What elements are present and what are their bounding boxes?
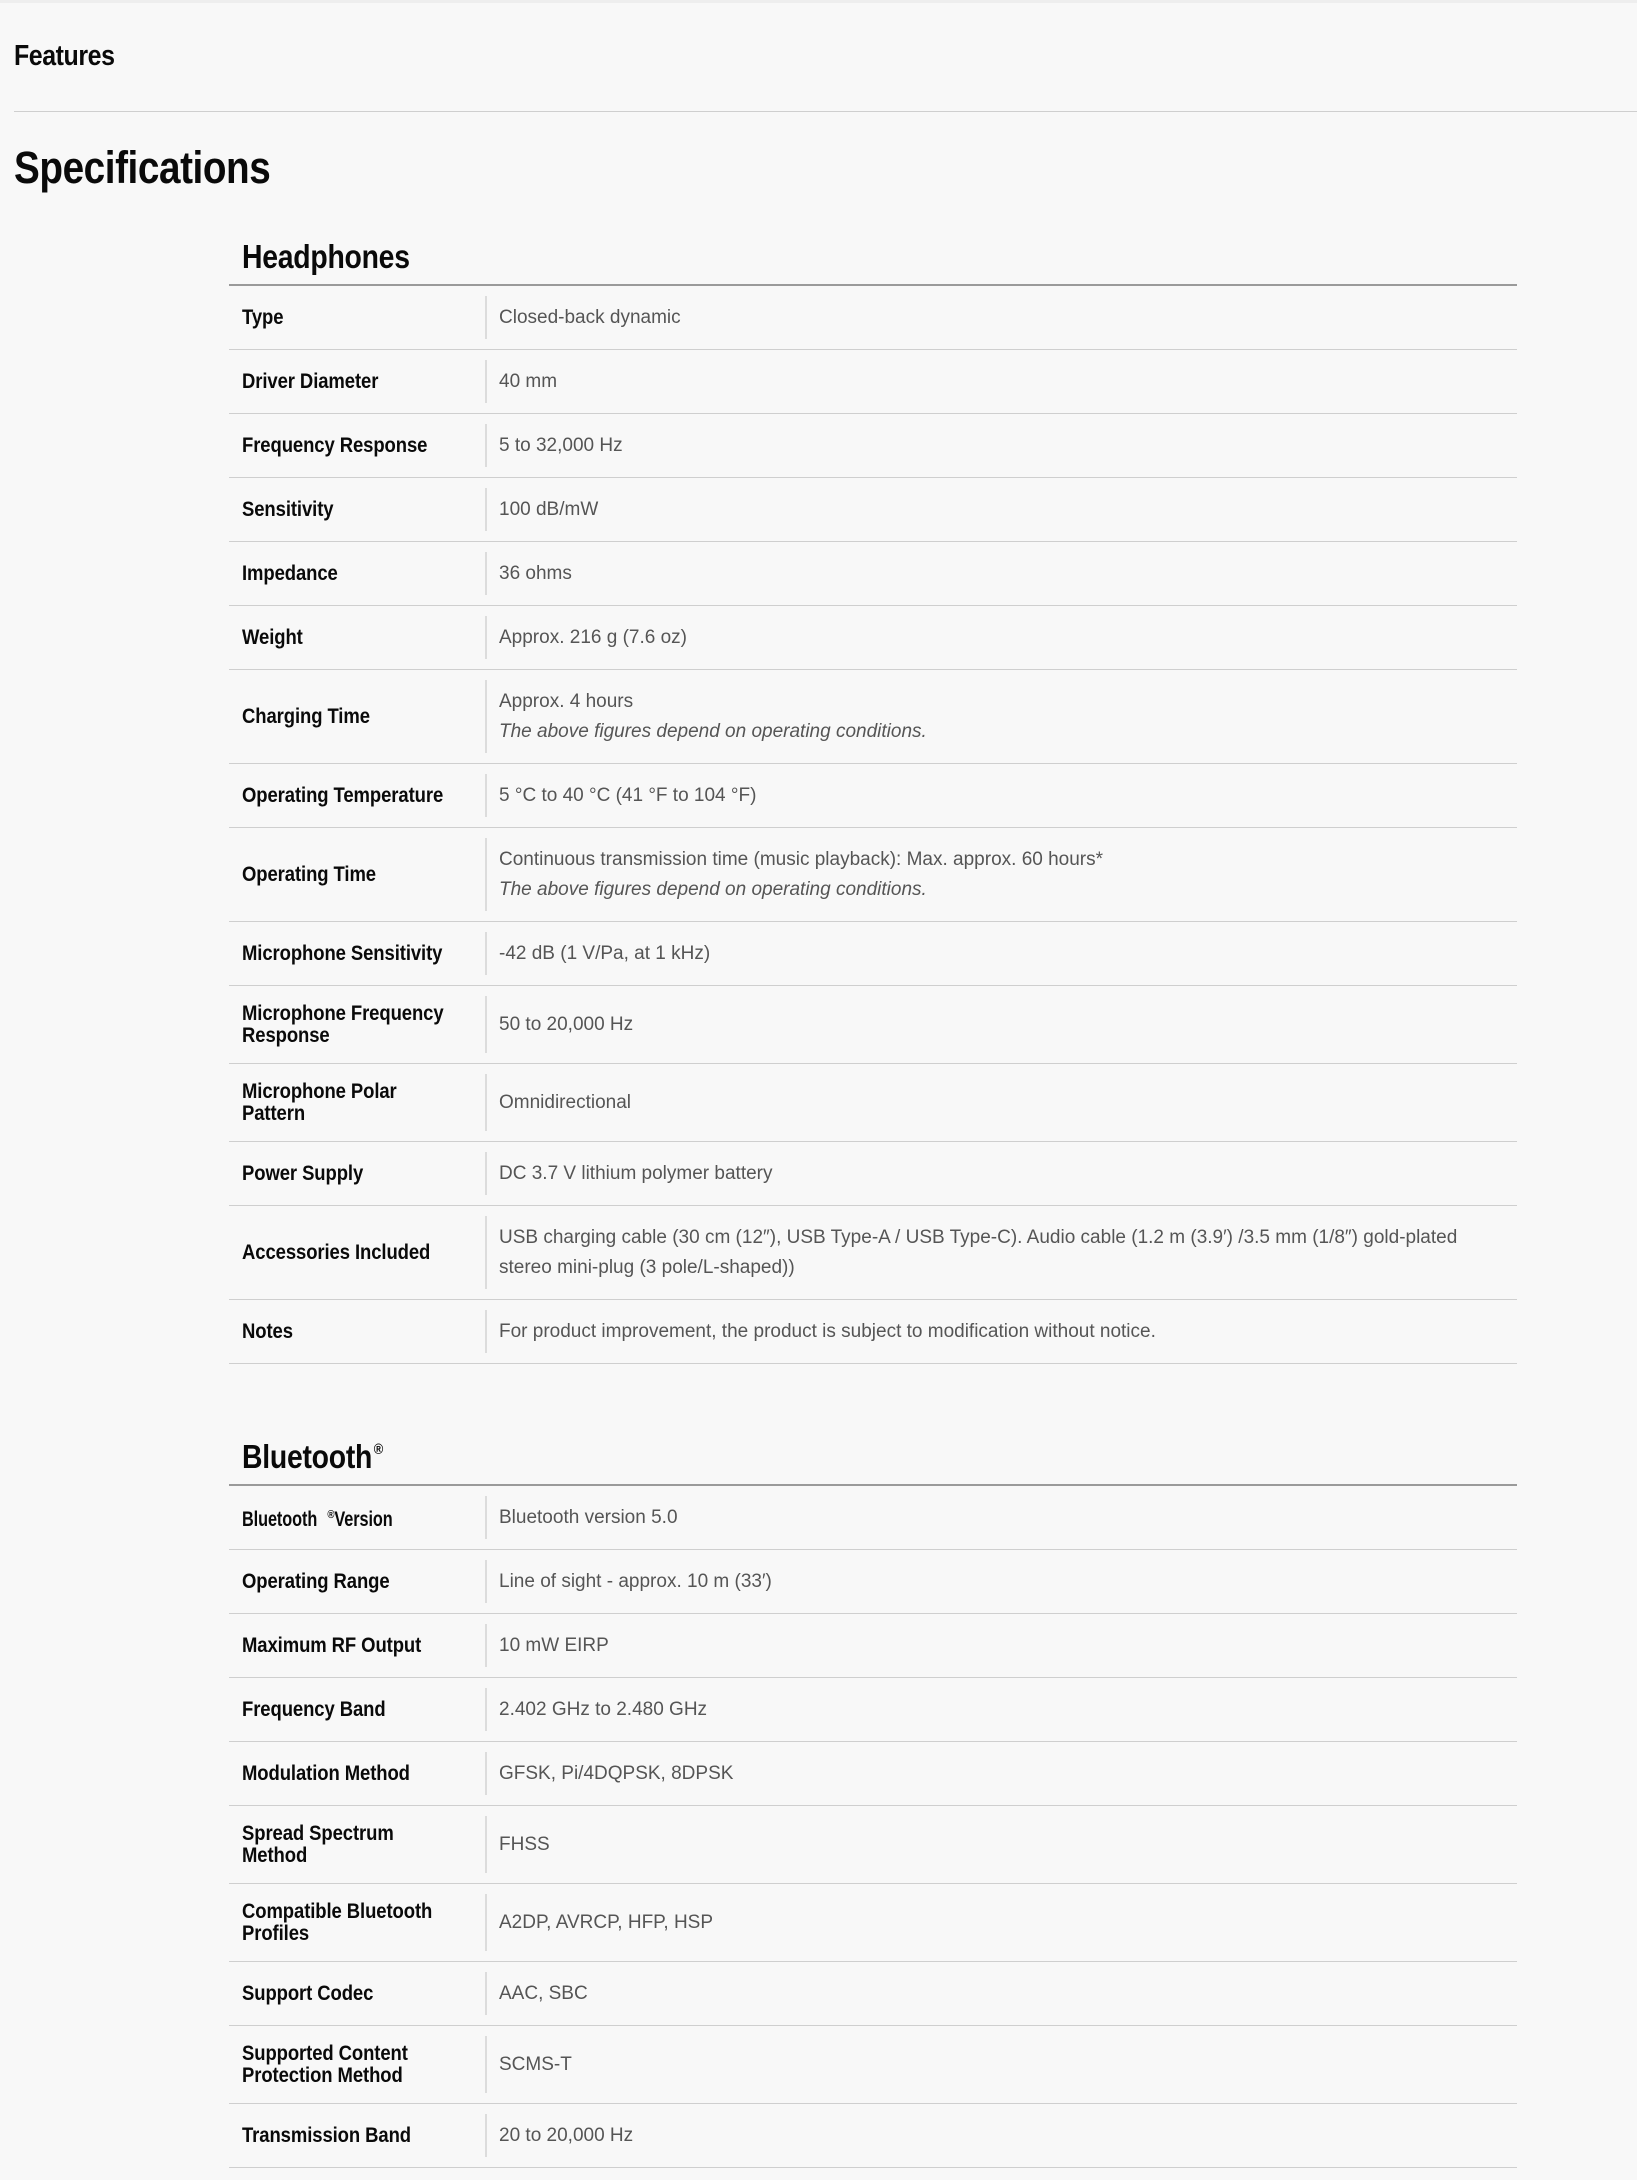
spec-value: 2.402 GHz to 2.480 GHz — [499, 1698, 708, 1720]
spec-value: A2DP, AVRCP, HFP, HSP — [499, 1911, 714, 1933]
column-divider — [485, 616, 487, 659]
headphones-header — [229, 232, 1517, 286]
registered-mark: ® — [327, 1509, 335, 1521]
spec-row-driver-diameter — [229, 350, 1517, 414]
column-divider — [485, 838, 487, 911]
spec-label: Weight — [242, 625, 303, 649]
spec-value: DC 3.7 V lithium polymer battery — [499, 1162, 773, 1184]
spec-value-note: The above figures depend on operating conditions. — [499, 878, 927, 900]
spec-value-note: The above figures depend on operating conditions. — [499, 720, 927, 742]
spec-row-operating-range — [229, 1550, 1517, 1614]
spec-row-weight — [229, 606, 1517, 670]
spec-label-line2: Method — [242, 1843, 308, 1867]
spec-value: 5 °C to 40 °C (41 °F to 104 °F) — [499, 784, 757, 806]
spec-row-support-codec — [229, 1962, 1517, 2026]
column-divider — [485, 1972, 487, 2015]
spec-row-maximum-rf-output — [229, 1614, 1517, 1678]
column-divider — [485, 1624, 487, 1667]
spec-value — [485, 845, 1517, 905]
spec-row-bluetooth-version — [229, 1486, 1517, 1550]
spec-value: FHSS — [499, 1833, 550, 1855]
spec-row-frequency-response — [229, 414, 1517, 478]
registered-mark: ® — [373, 1441, 384, 1458]
spec-value: 100 dB/mW — [499, 498, 599, 520]
spec-label: Operating Temperature — [242, 783, 444, 807]
spec-row-microphone-sensitivity — [229, 922, 1517, 986]
spec-value: GFSK, Pi/4DQPSK, 8DPSK — [499, 1762, 734, 1784]
bluetooth-header — [229, 1432, 1517, 1486]
spec-value: -42 dB (1 V/Pa, at 1 kHz) — [499, 942, 711, 964]
spec-value: Bluetooth version 5.0 — [499, 1506, 678, 1528]
bluetooth-title — [242, 1438, 383, 1476]
column-divider — [485, 1688, 487, 1731]
column-divider — [485, 680, 487, 753]
spec-row-frequency-band — [229, 1678, 1517, 1742]
spec-label: Maximum RF Output — [242, 1633, 422, 1657]
features-divider — [14, 111, 1637, 112]
spec-row-notes — [229, 1300, 1517, 1364]
spec-label: Charging Time — [242, 704, 370, 728]
spec-value-main: Approx. 4 hours — [499, 690, 634, 712]
spec-label: Support Codec — [242, 1981, 374, 2005]
spec-label-line1: Microphone Frequency — [242, 1001, 444, 1025]
spec-value: Omnidirectional — [499, 1091, 631, 1113]
spec-label-suffix: Version — [334, 1508, 393, 1531]
column-divider — [485, 2036, 487, 2093]
bluetooth-title-text: Bluetooth — [242, 1438, 373, 1475]
spec-value: 10 mW EIRP — [499, 1634, 609, 1656]
spec-row-operating-temperature — [229, 764, 1517, 828]
column-divider — [485, 774, 487, 817]
column-divider — [485, 1496, 487, 1539]
spec-value: USB charging cable (30 cm (12″), USB Type-A / USB Type-C). Audio cable (1.2 m (3.9′) /3.5 mm (1/8″) gold-plated stereo mini-plug (3 pole/L-shaped)) — [499, 1226, 1458, 1278]
spec-row-microphone-polar-pattern — [229, 1064, 1517, 1142]
spec-label: Operating Time — [242, 862, 376, 886]
spec-label-line1: Supported Content — [242, 2041, 408, 2065]
bluetooth-section — [229, 1432, 1517, 2168]
spec-value: 50 to 20,000 Hz — [499, 1013, 634, 1035]
top-strip — [0, 0, 1637, 3]
spec-row-operating-time — [229, 828, 1517, 922]
column-divider — [485, 1816, 487, 1873]
spec-value: 20 to 20,000 Hz — [499, 2124, 634, 2146]
spec-label: Accessories Included — [242, 1240, 431, 1264]
spec-label-line2: Protection Method — [242, 2063, 403, 2087]
spec-label: Notes — [242, 1319, 293, 1343]
spec-label: Operating Range — [242, 1569, 390, 1593]
column-divider — [485, 1216, 487, 1289]
spec-label: Impedance — [242, 561, 338, 585]
spec-label: Driver Diameter — [242, 369, 379, 393]
column-divider — [485, 1074, 487, 1131]
column-divider — [485, 552, 487, 595]
column-divider — [485, 1152, 487, 1195]
spec-row-spread-spectrum-method — [229, 1806, 1517, 1884]
column-divider — [485, 2114, 487, 2157]
spec-value — [485, 687, 1517, 747]
spec-row-charging-time — [229, 670, 1517, 764]
spec-row-compatible-profiles — [229, 1884, 1517, 1962]
spec-label-line2: Profiles — [242, 1921, 310, 1945]
spec-value: Approx. 216 g (7.6 oz) — [499, 626, 687, 648]
spec-value: 36 ohms — [499, 562, 572, 584]
spec-label-line1: Compatible Bluetooth — [242, 1899, 433, 1923]
spec-label: Microphone Sensitivity — [242, 941, 443, 965]
column-divider — [485, 360, 487, 403]
spec-value: 5 to 32,000 Hz — [499, 434, 623, 456]
spec-label: Bluetooth — [242, 1508, 318, 1531]
column-divider — [485, 996, 487, 1053]
spec-row-transmission-band — [229, 2104, 1517, 2168]
spec-label-line1: Microphone Polar — [242, 1079, 397, 1103]
spec-value: AAC, SBC — [499, 1982, 588, 2004]
spec-label: Transmission Band — [242, 2123, 411, 2147]
spec-label: Sensitivity — [242, 497, 334, 521]
spec-value: For product improvement, the product is subject to modification without notice. — [499, 1320, 1156, 1342]
spec-row-power-supply — [229, 1142, 1517, 1206]
spec-label: Frequency Band — [242, 1697, 386, 1721]
headphones-title: Headphones — [242, 238, 410, 275]
spec-label-line1: Spread Spectrum — [242, 1821, 394, 1845]
column-divider — [485, 424, 487, 467]
column-divider — [485, 1310, 487, 1353]
headphones-section — [229, 232, 1517, 1364]
spec-label: Frequency Response — [242, 433, 428, 457]
spec-row-content-protection — [229, 2026, 1517, 2104]
spec-label: Type — [242, 305, 284, 329]
spec-row-sensitivity — [229, 478, 1517, 542]
column-divider — [485, 1752, 487, 1795]
spec-row-impedance — [229, 542, 1517, 606]
spec-value: Closed-back dynamic — [499, 306, 681, 328]
column-divider — [485, 932, 487, 975]
spec-value: SCMS-T — [499, 2053, 572, 2075]
spec-value-main: Continuous transmission time (music playback): Max. approx. 60 hours* — [499, 848, 1104, 870]
spec-label-line2: Response — [242, 1023, 330, 1047]
column-divider — [485, 296, 487, 339]
specifications-heading: Specifications — [14, 142, 271, 193]
spec-label-line2: Pattern — [242, 1101, 306, 1125]
spec-label: Modulation Method — [242, 1761, 410, 1785]
spec-label: Power Supply — [242, 1161, 364, 1185]
column-divider — [485, 1560, 487, 1603]
column-divider — [485, 1894, 487, 1951]
spec-row-accessories-included — [229, 1206, 1517, 1300]
spec-value: 40 mm — [499, 370, 558, 392]
spec-row-modulation-method — [229, 1742, 1517, 1806]
spec-row-type — [229, 286, 1517, 350]
column-divider — [485, 488, 487, 531]
features-heading[interactable]: Features — [14, 40, 115, 72]
spec-row-microphone-frequency-response — [229, 986, 1517, 1064]
spec-value: Line of sight - approx. 10 m (33′) — [499, 1570, 772, 1592]
